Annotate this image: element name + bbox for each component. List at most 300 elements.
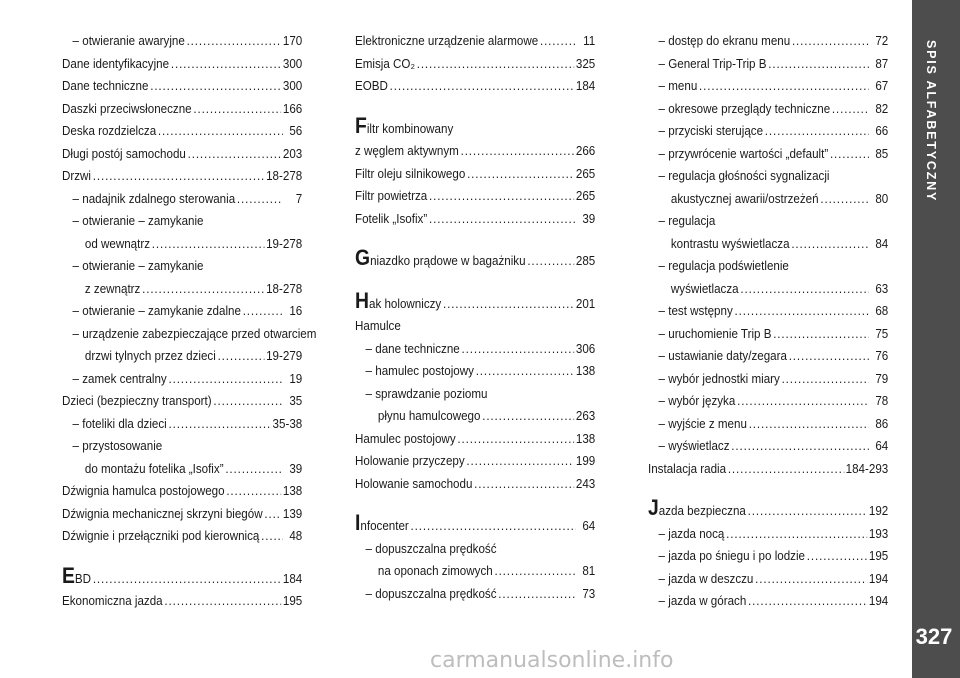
- entry-label: [355, 208, 427, 231]
- entry-label-text: płynu hamulcowego: [377, 408, 481, 423]
- entry-label-text: – otwieranie – zamykanie zdalne: [72, 303, 241, 318]
- entry-label: [659, 30, 791, 53]
- leader-dots: [171, 53, 281, 76]
- entry-page: 80: [875, 190, 889, 206]
- entry-label: [659, 523, 725, 546]
- index-entry: [62, 98, 302, 121]
- index-entry: [648, 458, 888, 481]
- entry-label: [659, 435, 730, 458]
- spacer: [355, 273, 595, 291]
- index-entry: [62, 300, 302, 323]
- entry-label-text: wyświetlacza: [670, 280, 739, 296]
- entry-label-text: – przywrócenie wartości „default”: [658, 145, 829, 161]
- leader-dots: [474, 473, 574, 496]
- index-entry: [355, 75, 595, 98]
- index-entry: [648, 75, 888, 98]
- entry-row: [648, 435, 888, 458]
- index-entry: [648, 590, 888, 613]
- leader-dots: [218, 345, 265, 368]
- entry-label-text: do montażu fotelika „Isofix”: [84, 460, 224, 476]
- entry-page: 19: [289, 370, 303, 386]
- index-entry: [62, 390, 302, 413]
- entry-row: [62, 98, 302, 121]
- spacer: [648, 480, 888, 498]
- entry-row: [62, 458, 302, 481]
- entry-page: 195: [868, 548, 889, 563]
- entry-label-text: Filtr oleju silnikowego: [355, 165, 466, 181]
- entry-page: 194: [868, 570, 889, 586]
- index-entry: [62, 590, 302, 613]
- entry-label-text: – dostęp do ekranu menu: [658, 33, 791, 48]
- entry-row: [648, 75, 888, 98]
- entry-row: [648, 523, 888, 546]
- entry-label-text: – General Trip-Trip B: [658, 55, 767, 71]
- leader-dots: [429, 208, 576, 231]
- entry-label: [659, 323, 772, 346]
- entry-page: 194: [868, 593, 889, 608]
- entry-line1-text: – otwieranie – zamykanie: [72, 213, 204, 228]
- leader-dots: [791, 233, 869, 256]
- entry-page: 11: [583, 33, 596, 48]
- leader-dots: [731, 435, 869, 458]
- entry-label-text: Fotelik „Isofix”: [355, 210, 428, 226]
- entry-row: [62, 278, 302, 301]
- entry-row: [355, 338, 595, 361]
- entry-page: 19-279: [266, 348, 303, 363]
- leader-dots: [93, 568, 281, 591]
- initial-letter: H: [355, 287, 369, 313]
- entry-row: [62, 143, 302, 166]
- leader-dots: [466, 450, 574, 473]
- leader-dots: [737, 390, 869, 413]
- entry-row: [355, 287, 596, 316]
- entry-label: [659, 143, 829, 166]
- entry-label: [73, 300, 241, 323]
- entry-label: [62, 390, 212, 413]
- entry-page: 16: [289, 303, 303, 318]
- entry-label-text: Hamulce: [355, 318, 401, 333]
- leader-dots: [168, 368, 282, 391]
- leader-dots: [494, 560, 575, 583]
- entry-page: 306: [575, 340, 596, 356]
- index-entry: [355, 208, 595, 231]
- entry-label-text: – uruchomienie Trip B: [658, 325, 772, 341]
- index-entry: [648, 210, 888, 255]
- entry-row: [648, 458, 888, 481]
- entry-label-text: – dane techniczne: [365, 340, 460, 356]
- entry-label-text: – jazda po śniegu i po lodzie: [658, 548, 806, 563]
- leader-dots: [142, 278, 264, 301]
- entry-page: 84: [875, 235, 889, 251]
- entry-label-text: kontrastu wyświetlacza: [670, 235, 790, 251]
- leader-dots: [213, 390, 282, 413]
- leader-dots: [390, 75, 574, 98]
- entry-label-text: – ustawianie daty/zegara: [658, 348, 787, 363]
- entry-page: 39: [289, 460, 303, 476]
- entry-label-text: Dane identyfikacyjne: [62, 55, 170, 71]
- index-entry: [648, 545, 888, 568]
- entry-row: [62, 188, 302, 211]
- entry-label: [648, 495, 746, 523]
- entry-page: 300: [282, 78, 303, 93]
- leader-dots: [748, 500, 867, 523]
- entry-row: [62, 562, 303, 591]
- entry-page: 192: [868, 503, 889, 518]
- entry-label-text: akustycznej awarii/ostrzeżeń: [670, 190, 819, 206]
- entry-label: [659, 568, 754, 591]
- entry-page: 263: [575, 408, 596, 423]
- leader-dots: [755, 568, 867, 591]
- entry-first-line: [62, 435, 302, 458]
- index-entry: [62, 368, 302, 391]
- index-entry: [355, 538, 595, 583]
- entry-label: [366, 583, 497, 606]
- leader-dots: [411, 515, 576, 538]
- leader-dots: [164, 590, 281, 613]
- leader-dots: [830, 143, 869, 166]
- entry-page: 184: [575, 78, 596, 93]
- index-entry: [355, 338, 595, 361]
- entry-row: [648, 53, 888, 76]
- entry-row: [62, 300, 302, 323]
- index-entry: [648, 143, 888, 166]
- index-entry: [648, 368, 888, 391]
- entry-label-text: Daszki przeciwsłoneczne: [62, 100, 192, 116]
- index-column-2: [355, 30, 595, 605]
- entry-row: [648, 590, 888, 613]
- leader-dots: [773, 323, 869, 346]
- index-entry: [648, 165, 888, 210]
- entry-row: [648, 323, 888, 346]
- index-entry: [648, 390, 888, 413]
- leader-dots: [264, 503, 281, 526]
- leader-dots: [820, 188, 869, 211]
- entry-label: [671, 233, 790, 256]
- entry-page: 325: [575, 55, 596, 71]
- leader-dots: [726, 523, 867, 546]
- entry-label-text: drzwi tylnych przez dzieci: [84, 348, 216, 363]
- entry-row: [355, 583, 595, 606]
- leader-dots: [193, 98, 281, 121]
- entry-line1-text: – regulacja: [658, 213, 716, 228]
- entry-label-text: – test wstępny: [658, 303, 733, 318]
- entry-line1-text: – przystosowanie: [72, 438, 163, 453]
- entry-first-line: [62, 210, 302, 233]
- entry-page: 166: [282, 100, 303, 116]
- entry-label-text: – wyjście z menu: [658, 415, 747, 431]
- entry-row: [62, 413, 302, 436]
- entry-row: [648, 300, 888, 323]
- entry-row: [62, 390, 302, 413]
- entry-label: [659, 120, 763, 143]
- entry-row: [355, 315, 595, 338]
- entry-row: [62, 53, 302, 76]
- section-title: SPIS ALFABETYCZNY: [924, 40, 938, 203]
- index-entry: [62, 413, 302, 436]
- leader-dots: [461, 140, 575, 163]
- entry-row: [355, 208, 595, 231]
- index-entry: [62, 562, 303, 591]
- index-entry: [648, 523, 888, 546]
- index-entry: [648, 53, 888, 76]
- entry-first-line: [355, 538, 595, 561]
- entry-label: [355, 315, 401, 338]
- entry-label-text: Długi postój samochodu: [62, 145, 186, 161]
- entry-label: [355, 473, 472, 496]
- entry-row: [355, 360, 595, 383]
- entry-row: [355, 163, 595, 186]
- index-entry: [648, 323, 888, 346]
- entry-label: [659, 368, 780, 391]
- entry-page: 82: [875, 100, 889, 116]
- leader-dots: [187, 30, 282, 53]
- entry-first-line: [648, 165, 888, 188]
- index-entry: [355, 163, 595, 186]
- leader-dots: [832, 98, 869, 121]
- entry-page: 75: [875, 325, 889, 341]
- entry-row: [648, 568, 888, 591]
- leader-dots: [807, 545, 867, 568]
- entry-label: [355, 287, 442, 316]
- leader-dots: [225, 458, 283, 481]
- entry-label: [659, 590, 747, 613]
- entry-page: 64: [875, 438, 889, 453]
- entry-row: [648, 143, 888, 166]
- entry-label: [659, 345, 787, 368]
- entry-label-text: Hamulec postojowy: [355, 430, 456, 446]
- leader-dots: [789, 345, 869, 368]
- entry-label-text: z węglem aktywnym: [355, 143, 459, 158]
- entry-page: 79: [875, 370, 889, 386]
- entry-label: [355, 53, 415, 76]
- entry-page: 138: [575, 363, 596, 378]
- entry-page: 39: [582, 210, 596, 226]
- leader-dots: [462, 338, 575, 361]
- entry-label: [355, 30, 538, 53]
- entry-line1-text: – otwieranie – zamykanie: [72, 258, 204, 273]
- entry-row: [355, 245, 596, 273]
- entry-label-text: – wybór jednostki miary: [658, 370, 780, 386]
- leader-dots: [457, 428, 574, 451]
- watermark: carmanualsonline.info: [430, 648, 674, 673]
- leader-dots: [158, 120, 283, 143]
- initial-letter: I: [355, 510, 361, 535]
- entry-page: 48: [289, 528, 303, 543]
- entry-label-text: – okresowe przeglądy techniczne: [658, 100, 831, 116]
- entry-label: [659, 390, 736, 413]
- entry-label: [62, 503, 263, 526]
- index-entry: [355, 583, 595, 606]
- spacer: [355, 495, 595, 513]
- leader-dots: [792, 30, 869, 53]
- entry-label-text: Holowanie przyczepy: [355, 453, 465, 468]
- entry-row: [355, 75, 595, 98]
- entry-page: 243: [575, 475, 596, 491]
- entry-first-line: [355, 112, 595, 141]
- index-entry: [648, 120, 888, 143]
- entry-label: [671, 188, 819, 211]
- entry-label-text: od wewnątrz: [84, 235, 151, 251]
- entry-page: 266: [575, 143, 596, 158]
- entry-row: [355, 473, 595, 496]
- leader-dots: [467, 163, 574, 186]
- entry-page: 18-278: [266, 168, 303, 183]
- entry-label-text: – wybór języka: [658, 393, 736, 408]
- entry-label-text: Dźwignia mechanicznej skrzyni biegów: [62, 505, 263, 521]
- entry-label-text: Filtr powietrza: [355, 188, 428, 203]
- entry-label: [62, 165, 91, 188]
- entry-page: 170: [282, 33, 303, 48]
- entry-row: [62, 345, 302, 368]
- entry-label: [62, 525, 259, 548]
- entry-row: [355, 450, 595, 473]
- entry-label: [62, 75, 148, 98]
- entry-row: [355, 140, 595, 163]
- leader-dots: [429, 185, 574, 208]
- leader-dots: [740, 278, 869, 301]
- entry-line1-text: – sprawdzanie poziomu: [365, 385, 488, 401]
- entry-first-line: [648, 255, 888, 278]
- entry-label: [62, 590, 163, 613]
- index-entry: [648, 435, 888, 458]
- entry-page: 193: [868, 525, 889, 541]
- leader-dots: [443, 293, 574, 316]
- entry-label: [62, 120, 156, 143]
- entry-label-text: Instalacja radia: [648, 460, 727, 476]
- entry-row: [648, 120, 888, 143]
- entry-page: 56: [289, 123, 303, 138]
- index-entry: [62, 120, 302, 143]
- entry-label: [73, 413, 167, 436]
- leader-dots: [735, 300, 869, 323]
- entry-label-text: – wyświetlacz: [658, 438, 730, 453]
- index-entry: [355, 287, 596, 316]
- entry-label: [62, 98, 192, 121]
- initial-letter: E: [62, 562, 75, 588]
- entry-page: 138: [575, 430, 596, 446]
- entry-first-line: [355, 383, 595, 406]
- entry-label: [355, 163, 465, 186]
- entry-first-line: [62, 255, 302, 278]
- entry-page: 139: [282, 505, 303, 521]
- entry-row: [355, 405, 595, 428]
- entry-page: 265: [575, 188, 596, 203]
- entry-label-text: Dźwignie i przełączniki pod kierownicą: [62, 528, 260, 543]
- entry-page: 87: [875, 55, 889, 71]
- leader-dots: [152, 233, 265, 256]
- entry-row: [648, 545, 888, 568]
- index-entry: [648, 30, 888, 53]
- entry-page: 300: [282, 55, 303, 71]
- leader-dots: [476, 360, 574, 383]
- entry-label: [85, 458, 224, 481]
- entry-page: 76: [875, 348, 889, 363]
- leader-dots: [188, 143, 281, 166]
- leader-dots: [482, 405, 574, 428]
- entry-page: 138: [282, 483, 303, 498]
- index-entry: [355, 473, 595, 496]
- entry-label-text: – foteliki dla dzieci: [72, 415, 167, 431]
- entry-page: 67: [875, 78, 889, 93]
- entry-label-text: Dzieci (bezpieczny transport): [62, 393, 212, 408]
- leader-dots: [748, 590, 867, 613]
- leader-dots: [540, 30, 576, 53]
- entry-first-line: [648, 210, 888, 233]
- entry-label-text: Dźwignia hamulca postojowego: [62, 483, 225, 498]
- entry-row: [648, 345, 888, 368]
- entry-page: 85: [875, 145, 889, 161]
- spacer: [62, 548, 302, 566]
- entry-label: [355, 185, 427, 208]
- index-entry: [355, 185, 595, 208]
- entry-label-text: – menu: [658, 78, 698, 93]
- leader-dots: [169, 413, 271, 436]
- leader-dots: [527, 250, 574, 273]
- entry-page: 81: [582, 563, 596, 578]
- section-sidebar: [912, 0, 960, 678]
- entry-page: 203: [282, 145, 303, 161]
- entry-row: [648, 98, 888, 121]
- initial-letter: G: [355, 245, 371, 270]
- entry-row: [648, 278, 888, 301]
- entry-label-text: BD: [74, 570, 92, 586]
- entry-label: [355, 510, 409, 538]
- leader-dots: [765, 120, 869, 143]
- entry-row: [62, 75, 302, 98]
- entry-line1-text: iltr kombinowany: [366, 120, 454, 136]
- leader-dots: [237, 188, 283, 211]
- entry-page: 63: [875, 280, 889, 296]
- leader-dots: [728, 458, 844, 481]
- entry-label: [659, 413, 747, 436]
- entry-label-text: Ekonomiczna jazda: [62, 593, 163, 608]
- entry-line1-text: – dopuszczalna prędkość: [365, 540, 497, 556]
- entry-page: 201: [575, 295, 596, 311]
- leader-dots: [749, 413, 869, 436]
- index-entry: [648, 98, 888, 121]
- entry-label: [85, 233, 150, 256]
- entry-page: 73: [582, 585, 596, 601]
- entry-page: 68: [875, 303, 889, 318]
- entry-label-text: Deska rozdzielcza: [62, 123, 157, 138]
- index-entry: [62, 165, 302, 188]
- entry-row: [62, 480, 302, 503]
- index-entry: [62, 53, 302, 76]
- entry-first-line: [62, 323, 317, 346]
- index-entry: [355, 360, 595, 383]
- entry-row: [355, 560, 595, 583]
- entry-line1-text: – regulacja podświetlenie: [658, 258, 789, 273]
- entry-label-text: – jazda w górach: [658, 593, 747, 608]
- entry-page: 265: [575, 165, 596, 181]
- entry-page: 285: [575, 253, 596, 268]
- entry-label-text: Drzwi: [62, 168, 92, 183]
- index-entry: [355, 450, 595, 473]
- leader-dots: [93, 165, 265, 188]
- entry-page: 18-278: [266, 280, 303, 296]
- leader-dots: [699, 75, 869, 98]
- index-entry: [355, 315, 595, 338]
- entry-label: [62, 480, 225, 503]
- index-entry: [355, 30, 595, 53]
- entry-label-text: Dane techniczne: [62, 78, 149, 93]
- index-entry: [62, 30, 302, 53]
- entry-label: [62, 562, 92, 591]
- entry-label-text: Elektroniczne urządzenie alarmowe: [355, 33, 539, 48]
- entry-row: [648, 188, 888, 211]
- entry-row: [62, 120, 302, 143]
- leader-dots: [261, 525, 283, 548]
